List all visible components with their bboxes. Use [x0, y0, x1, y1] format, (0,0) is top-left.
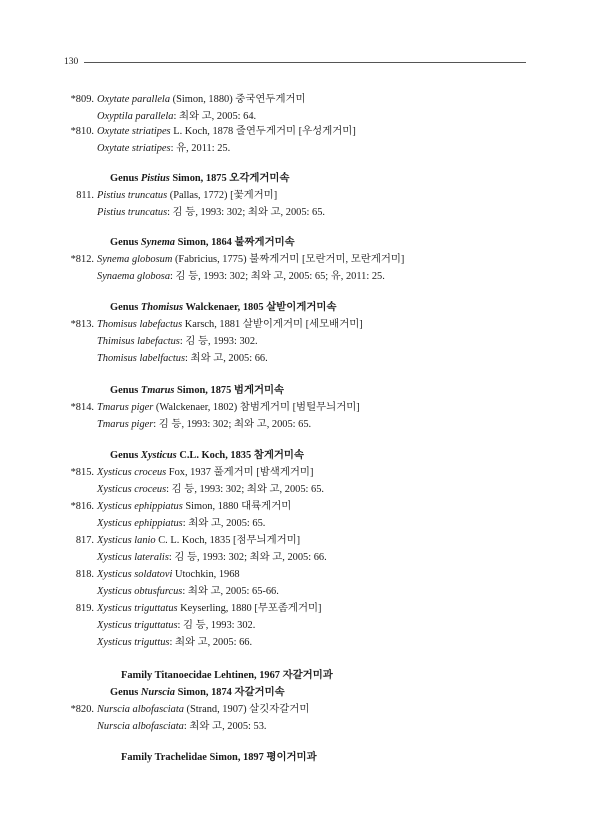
genus-author: Walckenaer, 1805	[185, 302, 264, 313]
genus-korean-name: 참게거미속	[253, 450, 304, 461]
reference-line	[97, 720, 267, 734]
species-entry-810	[64, 125, 356, 139]
genus-heading-nurscia	[110, 686, 285, 700]
genus-korean-name: 불짜게거미속	[234, 237, 295, 248]
species-genus: Tmarus	[97, 402, 129, 413]
ref-name: Xysticus croceus	[97, 484, 167, 495]
species-entry-815	[64, 466, 313, 480]
ref-citation: : 유, 2011: 25.	[170, 143, 231, 154]
ref-citation: : 최와 고, 2005: 66.	[185, 353, 268, 364]
ref-name: Thomisus labelfactus	[97, 353, 186, 364]
species-author: (Simon, 1880)	[172, 94, 233, 105]
species-author: (Walckenaer, 1802)	[155, 402, 238, 413]
ref-name: Xysticus triguttus	[97, 637, 170, 648]
reference-line	[97, 352, 268, 366]
family-label: Family	[121, 670, 153, 681]
genus-korean-name: 오각게거미속	[229, 173, 290, 184]
korean-name: 대륙게거미	[241, 501, 292, 512]
entry-number: *810.	[70, 126, 94, 137]
ref-name: Oxytate striatipes	[97, 143, 171, 154]
species-entry-820	[64, 703, 309, 717]
entry-number: *813.	[70, 319, 94, 330]
reference-line	[97, 110, 256, 124]
korean-name: 풀게거미 [밤색게거미]	[213, 467, 314, 478]
reference-line	[97, 517, 265, 531]
genus-author: Simon, 1875	[177, 385, 232, 396]
entry-number: *816.	[70, 501, 94, 512]
species-entry-811	[64, 189, 277, 203]
family-name: Trachelidae	[154, 752, 207, 763]
entry-number: 817.	[75, 535, 94, 546]
ref-citation: : 김 등, 1993: 302; 최와 고, 2005: 65; 유, 2011: 25.	[170, 271, 385, 282]
ref-name: Thimisus labefactus	[97, 336, 180, 347]
species-author: Utochkin, 1968	[174, 569, 240, 580]
family-author: Simon, 1897	[209, 752, 264, 763]
species-author: (Fabricius, 1775)	[174, 254, 247, 265]
korean-name: 중국연두게거미	[235, 94, 306, 105]
species-genus: Thomisus	[97, 319, 137, 330]
species-epithet: soldatovi	[134, 569, 173, 580]
ref-name: Xysticus obtusfurcus	[97, 586, 183, 597]
species-entry-812	[64, 253, 404, 267]
genus-label: Genus	[110, 237, 139, 248]
species-epithet: truncatus	[127, 190, 168, 201]
genus-label: Genus	[110, 687, 139, 698]
korean-name: 살깃자갈거미	[249, 704, 310, 715]
ref-citation: : 김 등, 1993: 302.	[177, 620, 256, 631]
genus-label: Genus	[110, 385, 139, 396]
ref-name: Synaema globosa	[97, 271, 171, 282]
species-genus: Nurscia	[97, 704, 130, 715]
species-genus: Synema	[97, 254, 130, 265]
family-author: Lehtinen, 1967	[214, 670, 280, 681]
species-author: Fox, 1937	[168, 467, 211, 478]
korean-name: 참범게거미 [범털무늬거미]	[239, 402, 360, 413]
species-author: Karsch, 1881	[184, 319, 241, 330]
reference-line	[97, 483, 324, 497]
species-entry-818	[64, 568, 240, 582]
ref-citation: : 최와 고, 2005: 53.	[183, 721, 267, 732]
entry-number: *809.	[70, 94, 94, 105]
genus-name: Thomisus	[140, 302, 184, 313]
genus-author: Simon, 1874	[177, 687, 232, 698]
family-korean-name: 자갈거미과	[282, 670, 333, 681]
ref-citation: : 최와 고, 2005: 66.	[169, 637, 253, 648]
korean-name: 살받이게거미 [세모배거미]	[242, 319, 363, 330]
entry-number: 818.	[75, 569, 94, 580]
entry-number: *814.	[70, 402, 94, 413]
species-entry-809	[64, 93, 306, 107]
genus-author: Simon, 1864	[177, 237, 232, 248]
entry-number: *815.	[70, 467, 94, 478]
ref-citation: : 최와 고, 2005: 64.	[173, 111, 257, 122]
genus-label: Genus	[110, 450, 139, 461]
reference-line	[97, 636, 252, 650]
species-entry-816	[64, 500, 291, 514]
ref-citation: : 최와 고, 2005: 65.	[182, 518, 266, 529]
korean-name: [꽃게거미]	[230, 190, 278, 201]
species-genus: Xysticus	[97, 467, 132, 478]
entry-number: *812.	[70, 254, 94, 265]
ref-citation: : 김 등, 1993: 302; 최와 고, 2005: 65.	[167, 207, 326, 218]
species-entry-813	[64, 318, 363, 332]
ref-name: Xysticus ephippiatus	[97, 518, 183, 529]
species-genus: Pistius	[97, 190, 126, 201]
genus-author: C.L. Koch, 1835	[179, 450, 252, 461]
species-genus: Xysticus	[97, 535, 132, 546]
ref-citation: : 김 등, 1993: 302; 최와 고, 2005: 66.	[168, 552, 327, 563]
genus-heading-tmarus	[110, 384, 284, 398]
ref-name: Xysticus triguttatus	[97, 620, 178, 631]
species-entry-817	[64, 534, 300, 548]
page-number: 130	[64, 56, 84, 68]
ref-citation: : 김 등, 1993: 302; 최와 고, 2005: 65.	[153, 419, 312, 430]
family-heading-titanoecidae	[121, 669, 333, 683]
species-genus: Xysticus	[97, 569, 132, 580]
reference-line	[97, 619, 255, 633]
species-epithet: ephippiatus	[134, 501, 183, 512]
entry-number: *820.	[70, 704, 94, 715]
header-rule	[64, 62, 526, 63]
genus-name: Nurscia	[140, 687, 175, 698]
genus-heading-pistius	[110, 172, 290, 186]
reference-line	[97, 270, 385, 284]
entry-number: 819.	[75, 603, 94, 614]
family-heading-trachelidae	[121, 751, 317, 765]
species-epithet: labefactus	[139, 319, 183, 330]
reference-line	[97, 142, 230, 156]
species-epithet: triguttatus	[134, 603, 178, 614]
species-author: (Pallas, 1772)	[169, 190, 228, 201]
species-epithet: parallela	[131, 94, 171, 105]
genus-korean-name: 자갈거미속	[234, 687, 285, 698]
genus-author: Simon, 1875	[172, 173, 227, 184]
species-genus: Xysticus	[97, 603, 132, 614]
korean-name: 불짜게거미 [모란거미, 모란게거미]	[249, 254, 405, 265]
species-epithet: croceus	[134, 467, 167, 478]
species-genus: Oxytate	[97, 126, 130, 137]
korean-name: [무포좀게거미]	[254, 603, 322, 614]
species-genus: Oxytate	[97, 94, 130, 105]
species-epithet: albofasciata	[132, 704, 184, 715]
korean-name: 줄연두게거미 [우성게거미]	[235, 126, 356, 137]
korean-name: [점무늬게거미]	[233, 535, 301, 546]
genus-heading-synema	[110, 236, 295, 250]
family-name: Titanoecidae	[154, 670, 212, 681]
genus-name: Synema	[140, 237, 175, 248]
species-entry-819	[64, 602, 322, 616]
page-header	[64, 56, 526, 68]
species-entry-814	[64, 401, 360, 415]
entry-number: 811.	[76, 190, 94, 201]
ref-citation: : 김 등, 1993: 302; 최와 고, 2005: 65.	[166, 484, 325, 495]
family-korean-name: 평이거미과	[266, 752, 317, 763]
species-author: C. L. Koch, 1835	[158, 535, 231, 546]
ref-name: Pistius truncatus	[97, 207, 168, 218]
genus-korean-name: 살받이게거미속	[266, 302, 337, 313]
genus-name: Xysticus	[140, 450, 177, 461]
reference-line	[97, 206, 325, 220]
reference-line	[97, 418, 311, 432]
reference-line	[97, 335, 258, 349]
species-epithet: lanio	[134, 535, 156, 546]
genus-korean-name: 범게거미속	[233, 385, 285, 396]
genus-heading-thomisus	[110, 301, 336, 315]
species-author: Keyserling, 1880	[180, 603, 252, 614]
ref-name: Oxyptila parallela	[97, 111, 174, 122]
genus-heading-xysticus	[110, 449, 304, 463]
ref-citation: : 최와 고, 2005: 65-66.	[182, 586, 279, 597]
ref-name: Tmarus piger	[97, 419, 154, 430]
ref-citation: : 김 등, 1993: 302.	[179, 336, 258, 347]
species-epithet: globosum	[131, 254, 173, 265]
family-label: Family	[121, 752, 153, 763]
species-author: Simon, 1880	[185, 501, 239, 512]
genus-name: Tmarus	[140, 385, 175, 396]
species-epithet: striatipes	[131, 126, 171, 137]
reference-line	[97, 585, 279, 599]
species-genus: Xysticus	[97, 501, 132, 512]
ref-name: Nurscia albofasciata	[97, 721, 184, 732]
species-author: L. Koch, 1878	[173, 126, 234, 137]
genus-name: Pistius	[140, 173, 170, 184]
species-epithet: piger	[131, 402, 154, 413]
reference-line	[97, 551, 327, 565]
ref-name: Xysticus lateralis	[97, 552, 169, 563]
genus-label: Genus	[110, 173, 139, 184]
genus-label: Genus	[110, 302, 139, 313]
species-author: (Strand, 1907)	[186, 704, 247, 715]
